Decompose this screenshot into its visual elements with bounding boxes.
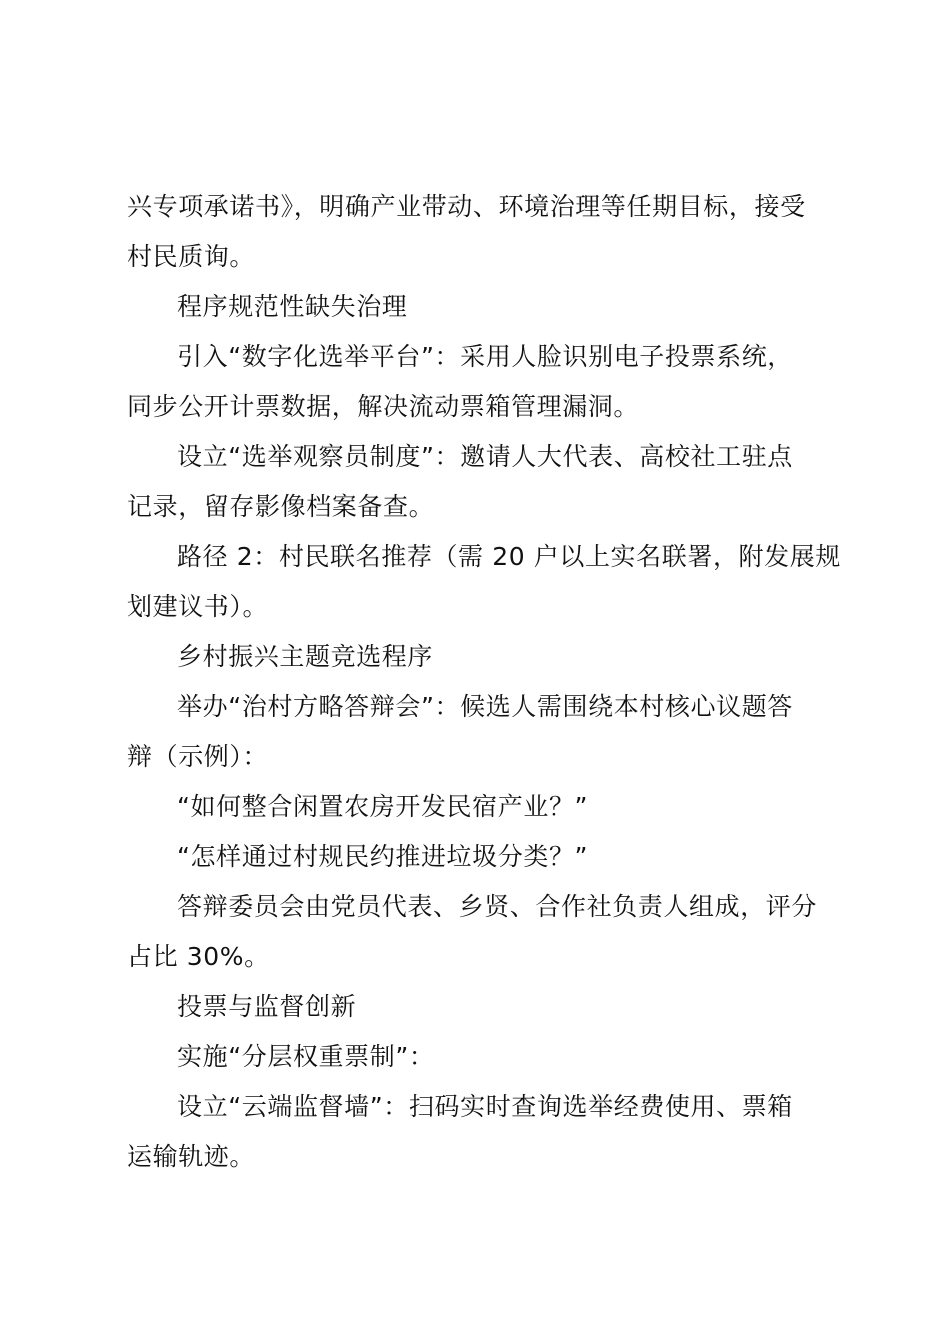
paragraph-continuation-line: 村民质询。 [127, 242, 256, 271]
paragraph-continuation-line: 记录，留存影像档案备查。 [127, 492, 435, 521]
paragraph-line: 路径 2：村民联名推荐（需 20 户以上实名联署，附发展规 [177, 542, 841, 571]
paragraph-continuation-line: 占比 30%。 [127, 942, 270, 971]
section-heading: 乡村振兴主题竞选程序 [177, 642, 434, 671]
paragraph-continuation-line: 兴专项承诺书》，明确产业带动、环境治理等任期目标，接受 [127, 192, 806, 221]
paragraph-line: 设立“选举观察员制度”：邀请人大代表、高校社工驻点 [177, 442, 793, 471]
paragraph-line: 引入“数字化选举平台”：采用人脸识别电子投票系统， [177, 342, 793, 371]
paragraph-continuation-line: 运输轨迹。 [127, 1142, 256, 1171]
paragraph-line: 实施“分层权重票制”： [177, 1042, 435, 1071]
document-body [127, 182, 841, 1182]
paragraph-continuation-line: 辩（示例）： [127, 742, 269, 771]
paragraph-line: 设立“云端监督墙”：扫码实时查询选举经费使用、票箱 [177, 1092, 793, 1121]
paragraph-line: 答辩委员会由党员代表、乡贤、合作社负责人组成，评分 [177, 892, 818, 921]
paragraph-continuation-line: 同步公开计票数据，解决流动票箱管理漏洞。 [127, 392, 640, 421]
section-heading: 程序规范性缺失治理 [177, 292, 408, 321]
section-heading: 投票与监督创新 [177, 992, 357, 1021]
paragraph-line: 举办“治村方略答辩会”：候选人需围绕本村核心议题答 [177, 692, 793, 721]
paragraph-continuation-line: 划建议书）。 [127, 592, 269, 621]
example-question: “如何整合闲置农房开发民宿产业？” [177, 792, 589, 821]
example-question: “怎样通过村规民约推进垃圾分类？” [177, 842, 589, 871]
